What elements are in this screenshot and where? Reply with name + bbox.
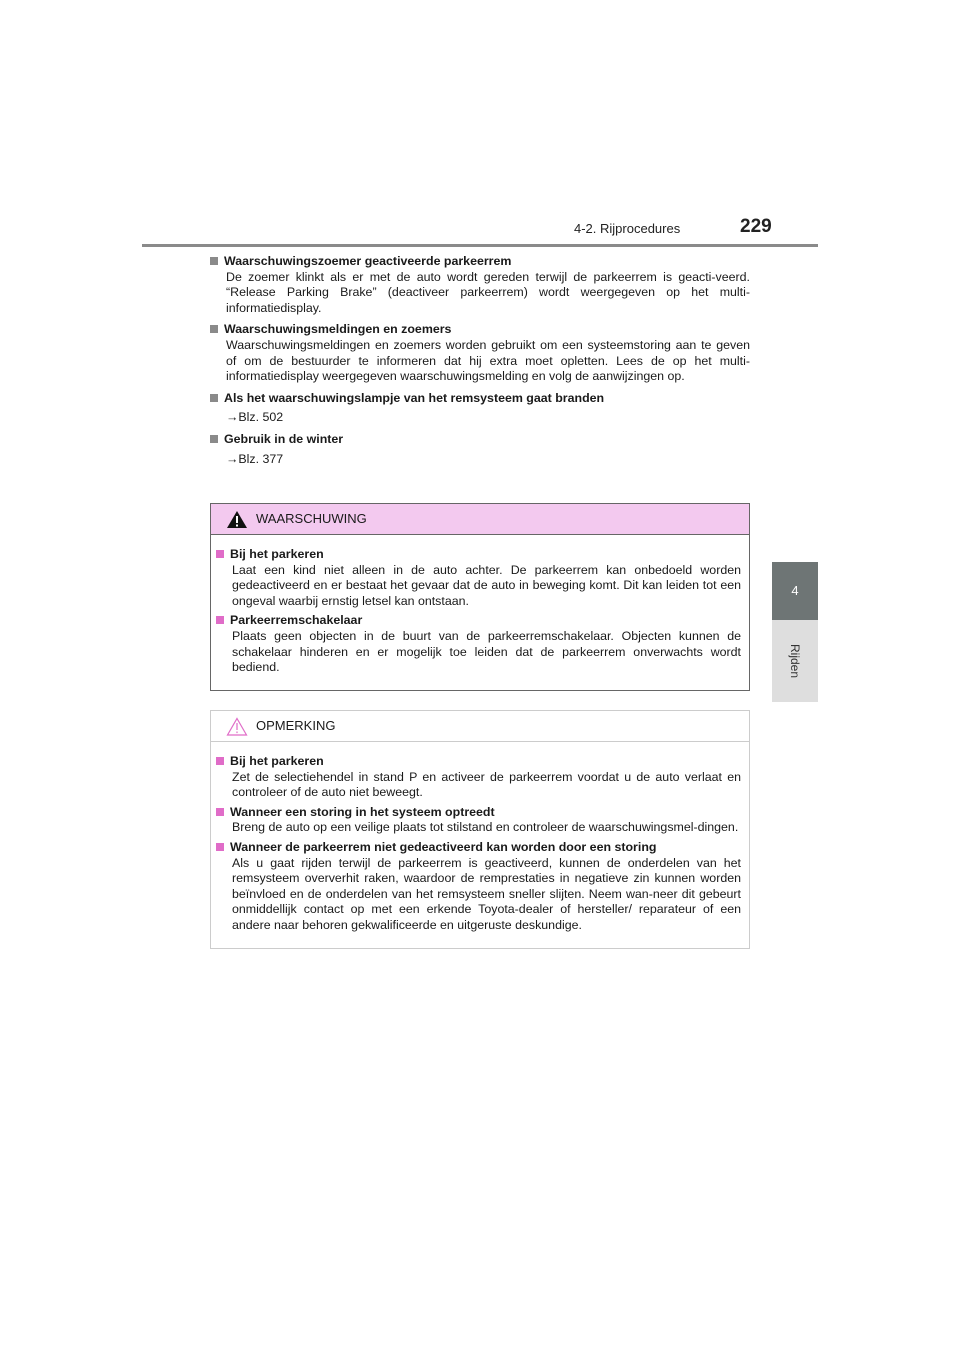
square-bullet-icon [216, 550, 224, 558]
warning-header [211, 504, 749, 535]
note-body [211, 742, 749, 948]
chapter-tab: 4 [772, 562, 818, 620]
section-heading: Bij het parkeren [230, 754, 324, 768]
section-text: Als u gaat rijden terwijl de parkeerrem is geactiveerd, kunnen de onderdelen van het remsysteem oververhit raken, waardoor de remprestaties in negatieve zin kunnen worden beïnvloed en de onderdelen van het remsysteem sneller slijten. Neem wan-neer dit gebeurt onmiddellijk contact op met een erkende Toyota-dealer of hersteller/ reparateur of een andere naar behoren gekwalificeerde en uitgeruste deskundige. [232, 855, 741, 932]
page-reference[interactable]: Blz. 377 [238, 451, 284, 466]
right-arrow-icon: → [226, 451, 239, 466]
note-section-niet-gedeactiveerd [216, 840, 741, 934]
section-waarschuwingslampje [210, 391, 750, 426]
section-heading: Wanneer een storing in het systeem optreedt [230, 804, 495, 819]
section-heading: Wanneer de parkeerrem niet gedeactiveerd kan worden door een storing [230, 839, 657, 854]
section-heading: Waarschuwingszoemer geactiveerde parkeerrem [224, 254, 512, 268]
note-box [210, 710, 750, 949]
warning-box [210, 503, 750, 691]
square-bullet-icon [216, 808, 224, 816]
note-section-storing [216, 805, 741, 836]
square-bullet-icon [216, 843, 224, 851]
section-zoemer [210, 254, 750, 316]
section-text: Breng de auto op een veilige plaats tot stilstand en controleer de waarschuwingsmel-dingen. [232, 820, 739, 835]
chapter-label: Rijden [788, 643, 802, 679]
section-text: Plaats geen objecten in de buurt van de parkeerremschakelaar. Objecten kunnen de schakelaar hinderen en er mogelijk toe leiden dat de parkeerrem onverwachts wordt bediend. [232, 628, 741, 675]
note-title: OPMERKING [256, 718, 336, 733]
section-text: De zoemer klinkt als er met de auto wordt gereden terwijl de parkeerrem is geacti-veerd. “Release Parking Brake” (deactiveer parkeerrem) wordt weergegeven op het multi-informatiedisplay. [226, 269, 750, 315]
section-heading: Parkeerremschakelaar [230, 613, 363, 628]
square-bullet-icon [210, 257, 218, 265]
page-reference[interactable]: Blz. 502 [238, 410, 284, 425]
page-number: 229 [740, 216, 772, 237]
caution-outline-triangle-icon [226, 717, 248, 736]
warning-section-schakelaar [216, 613, 741, 675]
section-meldingen [210, 322, 750, 384]
note-header [211, 711, 749, 742]
section-text: Waarschuwingsmeldingen en zoemers worden gebruikt om een systeemstoring aan te geven of om de bestuurder te informeren dat hij extra moet opletten. Lees de op het multi-informatiedisplay weergegeven waarschuwingsmelding en volg de aanwijzingen op. [226, 337, 750, 384]
square-bullet-icon [210, 325, 218, 333]
section-header: 4-2. Rijprocedures [574, 221, 681, 236]
header-divider [142, 244, 818, 247]
section-heading: Waarschuwingsmeldingen en zoemers [224, 322, 452, 337]
section-heading: Gebruik in de winter [224, 431, 344, 446]
warning-title: WAARSCHUWING [256, 511, 367, 526]
warning-triangle-icon [226, 510, 248, 529]
square-bullet-icon [210, 435, 218, 443]
right-arrow-icon: → [226, 410, 239, 425]
section-heading: Als het waarschuwingslampje van het remsysteem gaat branden [224, 390, 605, 405]
note-section-parkeren [216, 754, 741, 801]
section-text: Laat een kind niet alleen in de auto achter. De parkeerrem kan onbedoeld worden gedeactiveerd en er bestaat het gevaar dat de auto in beweging komt. Dit kan leiden tot een ongeval waarbij ernstig letsel kan ontstaan. [232, 562, 741, 608]
warning-section-parkeren [216, 547, 741, 609]
section-heading: Bij het parkeren [230, 547, 324, 561]
main-content [210, 254, 750, 473]
section-winter [210, 432, 750, 467]
section-text: Zet de selectiehendel in stand P en activeer de parkeerrem voordat u de auto verlaat en controleer of de auto niet beweegt. [232, 769, 741, 800]
square-bullet-icon [210, 394, 218, 402]
warning-body [211, 535, 749, 690]
square-bullet-icon [216, 757, 224, 765]
square-bullet-icon [216, 616, 224, 624]
